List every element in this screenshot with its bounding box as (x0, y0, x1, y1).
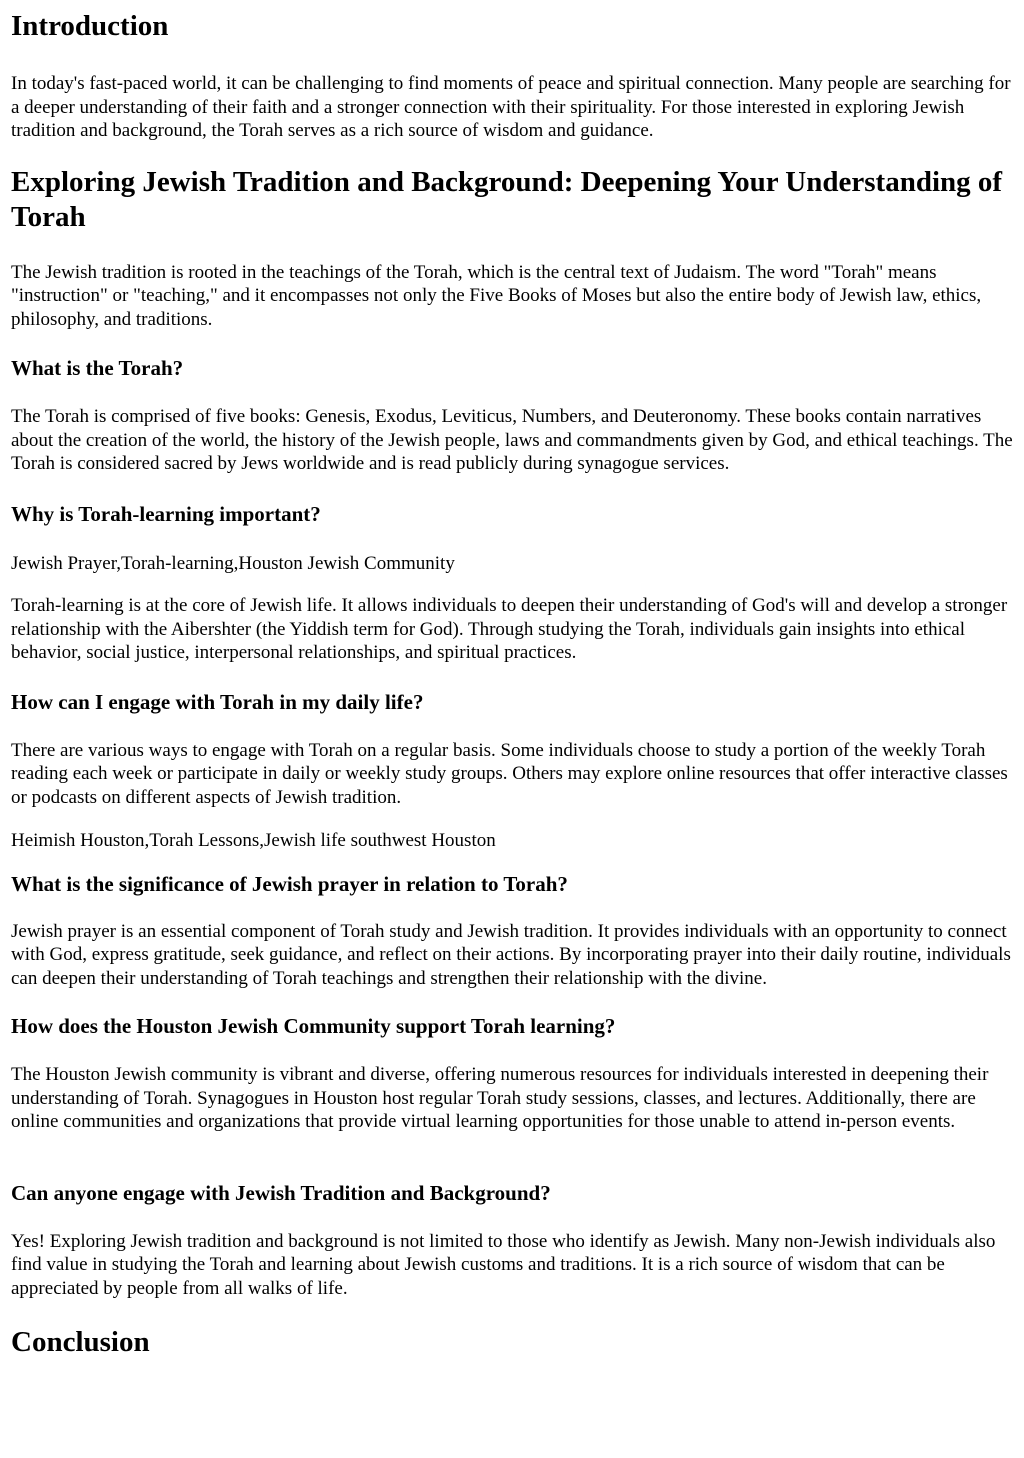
how-engage-paragraph: There are various ways to engage with Torah on a regular basis. Some individuals choose to study a portion of the weekly Torah reading each week or participate in daily or weekly study groups. Others may explore online resources that offer interactive classes or podcasts on different aspects of Jewish tradition. (11, 739, 1008, 808)
why-torah-learning-heading: Why is Torah-learning important? (11, 501, 321, 526)
keyword-tags-line: Heimish Houston,Torah Lessons,Jewish life southwest Houston (11, 830, 496, 851)
keyword-tags-line: Jewish Prayer,Torah-learning,Houston Jewish Community (11, 552, 455, 574)
what-is-torah-paragraph: The Torah is comprised of five books: Genesis, Exodus, Leviticus, Numbers, and Deuteronomy. These books contain narratives about the creation of the world, the history of the Jewish people, laws and commandments given by God, and ethical teachings. The Torah is considered sacred by Jews worldwide and is read publicly during synagogue services. (11, 406, 1013, 474)
houston-community-paragraph: The Houston Jewish community is vibrant and diverse, offering numerous resources for individuals interested in deepening their understanding of Torah. Synagogues in Houston host regular Torah study sessions, classes, and lectures. Additionally, there are online communities and organizations that provide virtual learning opportunities for those unable to attend in-person events. (11, 1064, 989, 1132)
jewish-prayer-heading: What is the significance of Jewish prayer in relation to Torah? (11, 871, 568, 896)
jewish-prayer-paragraph: Jewish prayer is an essential component of Torah study and Jewish tradition. It provides individuals with an opportunity to connect with God, express gratitude, seek guidance, and reflect on their actions. By incorporating prayer into their daily routine, individuals can deepen their understanding of Torah teachings and strengthen their relationship with the divine. (11, 920, 1011, 989)
conclusion-heading: Conclusion (11, 1326, 150, 1358)
what-is-torah-heading: What is the Torah? (11, 356, 184, 380)
anyone-engage-heading: Can anyone engage with Jewish Tradition and Background? (11, 1180, 551, 1205)
exploring-paragraph: The Jewish tradition is rooted in the teachings of the Torah, which is the central text of Judaism. The word "Torah" means "instruction" or "teaching," and it encompasses not only the Five Books of Moses but also the entire body of Jewish law, ethics, philosophy, and traditions. (11, 261, 982, 330)
introduction-heading: Introduction (11, 10, 169, 42)
why-torah-learning-paragraph: Torah-learning is at the core of Jewish life. It allows individuals to deepen their understanding of God's will and develop a stronger relationship with the Aibershter (the Yiddish term for God). Through studying the Torah, individuals gain insights into ethical behavior, social justice, interpersonal relationships, and spiritual practices. (11, 595, 1008, 663)
article (0, 9, 1024, 1360)
anyone-engage-paragraph: Yes! Exploring Jewish tradition and background is not limited to those who identify as Jewish. Many non-Jewish individuals also find value in studying the Torah and learning about Jewish customs and traditions. It is a rich source of wisdom that can be appreciated by people from all walks of life. (11, 1230, 996, 1299)
exploring-heading: Exploring Jewish Tradition and Background: Deepening Your Understanding of Torah (11, 165, 1003, 233)
how-engage-heading: How can I engage with Torah in my daily life? (11, 689, 424, 714)
houston-community-heading: How does the Houston Jewish Community support Torah learning? (11, 1014, 616, 1038)
introduction-paragraph: In today's fast-paced world, it can be challenging to find moments of peace and spiritual connection. Many people are searching for a deeper understanding of their faith and a stronger connection with their spirituality. For those interested in exploring Jewish tradition and background, the Torah serves as a rich source of wisdom and guidance. (11, 73, 1011, 141)
